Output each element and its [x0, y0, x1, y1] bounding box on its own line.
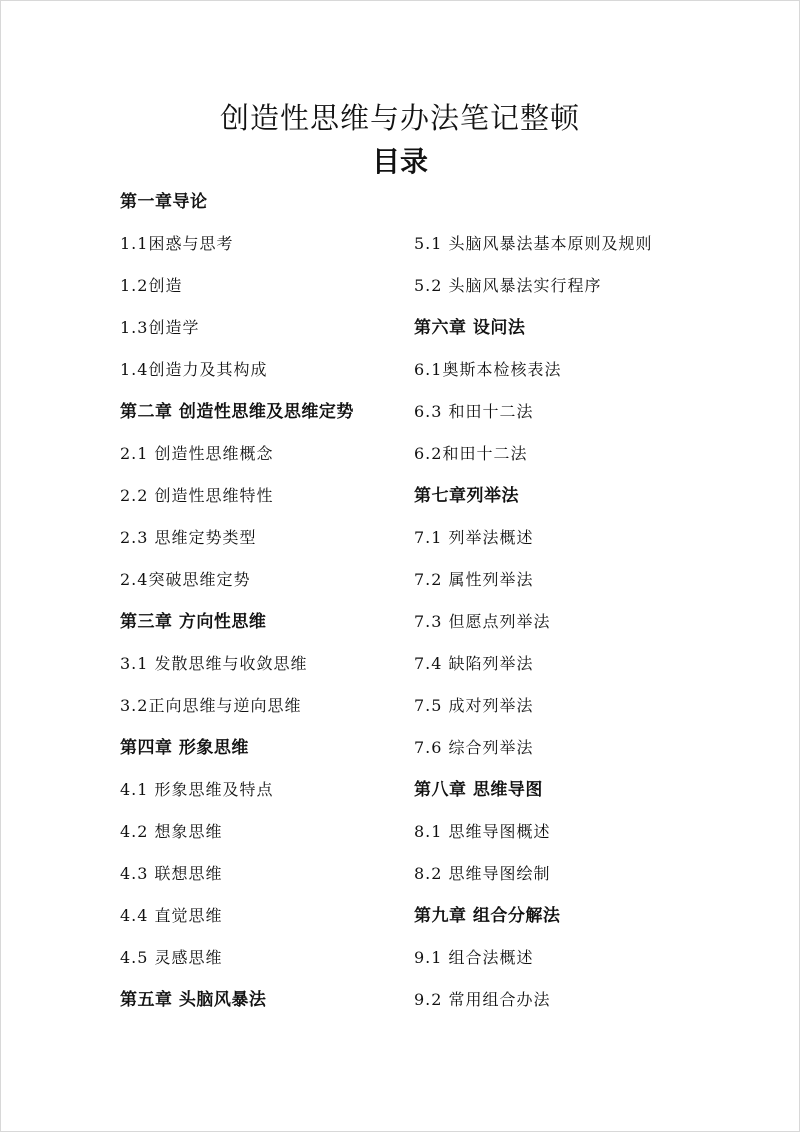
toc-section-entry: 6.3 和田十二法 — [414, 402, 534, 421]
toc-section-entry: 1.2创造 — [120, 276, 183, 295]
toc-chapter-heading: 第二章 创造性思维及思维定势 — [120, 402, 354, 422]
toc-section-entry: 5.1 头脑风暴法基本原则及规则 — [414, 234, 653, 253]
toc-section-entry: 2.4突破思维定势 — [120, 570, 251, 589]
toc-chapter-heading: 第八章 思维导图 — [414, 780, 543, 800]
toc-section-entry: 1.3创造学 — [120, 318, 200, 337]
toc-section-entry: 2.3 思维定势类型 — [120, 528, 257, 547]
toc-right-column — [414, 223, 714, 1021]
toc-chapter-heading: 第七章列举法 — [414, 486, 519, 506]
toc-section-entry: 9.1 组合法概述 — [414, 948, 534, 967]
toc-section-entry: 3.2正向思维与逆向思维 — [120, 696, 302, 715]
toc-section-entry: 1.1困惑与思考 — [120, 234, 234, 253]
toc-section-entry: 4.1 形象思维及特点 — [120, 780, 274, 799]
toc-section-entry: 7.5 成对列举法 — [414, 696, 534, 715]
toc-section-entry: 8.1 思维导图概述 — [414, 822, 551, 841]
toc-section-entry: 4.5 灵感思维 — [120, 948, 223, 967]
toc-section-entry: 7.6 综合列举法 — [414, 738, 534, 757]
toc-section-entry: 1.4创造力及其构成 — [120, 360, 268, 379]
toc-chapter-heading: 第四章 形象思维 — [120, 738, 249, 758]
toc-chapter-heading: 第五章 头脑风暴法 — [120, 990, 267, 1010]
toc-section-entry: 7.1 列举法概述 — [414, 528, 534, 547]
toc-section-entry: 7.3 但愿点列举法 — [414, 612, 551, 631]
toc-section-entry: 7.4 缺陷列举法 — [414, 654, 534, 673]
toc-section-entry: 4.2 想象思维 — [120, 822, 223, 841]
toc-chapter-heading: 第六章 设问法 — [414, 318, 526, 338]
toc-section-entry: 2.1 创造性思维概念 — [120, 444, 274, 463]
toc-left-column — [120, 181, 420, 1021]
toc-section-entry: 8.2 思维导图绘制 — [414, 864, 551, 883]
document-title: 创造性思维与办法笔记整顿 — [219, 101, 580, 135]
toc-chapter-heading: 第九章 组合分解法 — [414, 906, 561, 926]
toc-section-entry: 5.2 头脑风暴法实行程序 — [414, 276, 602, 295]
toc-chapter-heading: 第一章导论 — [120, 192, 208, 212]
toc-section-entry: 9.2 常用组合办法 — [414, 990, 551, 1009]
toc-section-entry: 3.1 发散思维与收敛思维 — [120, 654, 308, 673]
toc-section-entry: 6.2和田十二法 — [414, 444, 528, 463]
toc-section-entry: 6.1奥斯本检核表法 — [414, 360, 562, 379]
toc-section-entry: 2.2 创造性思维特性 — [120, 486, 274, 505]
toc-section-entry: 7.2 属性列举法 — [414, 570, 534, 589]
toc-section-entry: 4.3 联想思维 — [120, 864, 223, 883]
toc-section-entry: 4.4 直觉思维 — [120, 906, 223, 925]
toc-chapter-heading: 第三章 方向性思维 — [120, 612, 267, 632]
toc-heading: 目录 — [371, 145, 428, 178]
